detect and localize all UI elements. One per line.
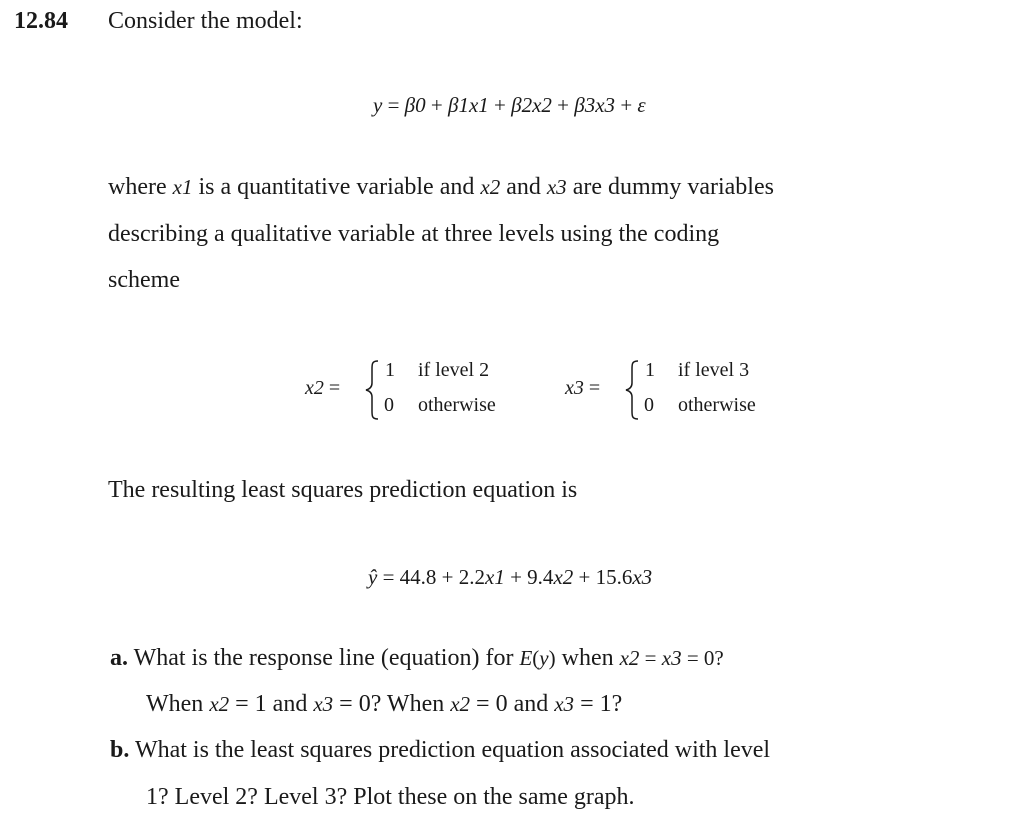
coding-x3-cond-2: otherwise: [678, 394, 756, 416]
text: is a quantitative variable and: [192, 174, 481, 200]
coding-x3: [560, 355, 790, 425]
var-x2: x2: [532, 93, 552, 117]
text: and: [500, 174, 547, 200]
var-x2: x2: [553, 565, 574, 589]
text: = 0? When: [333, 691, 451, 717]
op: =: [382, 93, 405, 117]
coef-b1: β1: [447, 93, 469, 117]
text: when: [555, 645, 620, 671]
var-x2: x2: [450, 692, 471, 716]
var-x2: x2: [619, 646, 640, 670]
coding-x3-value-2: 0: [644, 394, 654, 416]
text: where: [108, 174, 173, 200]
text: = 1?: [574, 691, 623, 717]
coef: + 9.4: [504, 565, 554, 589]
text: = 1 and: [229, 691, 314, 717]
var-x3: x3: [546, 175, 567, 199]
left-brace-icon: [364, 359, 380, 421]
op: =: [377, 565, 400, 589]
var-x2: x2: [209, 692, 230, 716]
var-x1: x1: [172, 175, 193, 199]
op: +: [615, 93, 638, 117]
text: = 0 and: [470, 691, 555, 717]
coding-x2-cond-2: otherwise: [418, 394, 496, 416]
prediction-equation: [368, 565, 652, 590]
expectation-E: E: [519, 646, 533, 670]
coding-x2: [300, 355, 530, 425]
text: When: [146, 691, 210, 717]
var-x3: x3: [595, 93, 616, 117]
error-term: ε: [637, 93, 646, 117]
paragraph-line-1: [108, 172, 774, 202]
var-x1: x1: [485, 565, 505, 589]
question-b-label: b.: [110, 737, 130, 763]
var-x3: x3: [632, 565, 653, 589]
question-a-line-2: [146, 689, 622, 719]
op: +: [488, 93, 512, 117]
coding-x2-lhs: [305, 377, 340, 400]
coding-x3-cond-1: if level 3: [678, 359, 750, 381]
text: What is the response line (equation) for: [133, 645, 520, 671]
var-x3: x3: [661, 646, 682, 670]
coef-b3: β3: [574, 93, 596, 117]
op: =: [323, 377, 341, 399]
coef-b2: β2: [511, 93, 533, 117]
question-b-line-2: 1? Level 2? Level 3? Plot these on the same graph.: [146, 784, 635, 810]
op: +: [425, 93, 448, 117]
var-y: y: [373, 93, 383, 117]
coding-x2-cond-1: if level 2: [418, 359, 490, 381]
coef-b0: β0: [404, 93, 426, 117]
paren: (: [532, 646, 540, 670]
coding-x2-value-1: 1: [385, 359, 395, 381]
var-x2: x2: [480, 175, 501, 199]
problem-intro: Consider the model:: [108, 8, 303, 34]
var-x3: x3: [313, 692, 334, 716]
op: =: [583, 377, 601, 399]
question-a-label: a.: [110, 645, 128, 671]
coef: + 15.6: [573, 565, 633, 589]
coef: 44.8 + 2.2: [399, 565, 486, 589]
problem-number: 12.84: [14, 8, 68, 34]
var-x3: x3: [554, 692, 575, 716]
result-line: The resulting least squares prediction equation is: [108, 477, 578, 503]
left-brace-icon: [624, 359, 640, 421]
op: =: [639, 646, 662, 670]
var-y: y: [539, 646, 549, 670]
text: What is the least squares prediction equation associated with level: [134, 737, 771, 763]
paren: ): [548, 646, 556, 670]
coding-x2-value-2: 0: [384, 394, 394, 416]
var-x2: x2: [305, 377, 324, 399]
var-x1: x1: [468, 93, 489, 117]
var-x3: x3: [565, 377, 584, 399]
paragraph-line-3: scheme: [108, 267, 180, 293]
question-b-line-1: [110, 735, 770, 765]
coding-x3-lhs: [565, 377, 600, 400]
var-y-hat: ŷ: [368, 565, 378, 589]
op: +: [551, 93, 575, 117]
model-equation: [373, 93, 646, 118]
paragraph-line-2: describing a qualitative variable at three levels using the coding: [108, 221, 720, 247]
text: = 0?: [681, 646, 724, 670]
text: are dummy variables: [566, 174, 774, 200]
coding-x3-value-1: 1: [645, 359, 655, 381]
question-a-line-1: [110, 643, 724, 673]
